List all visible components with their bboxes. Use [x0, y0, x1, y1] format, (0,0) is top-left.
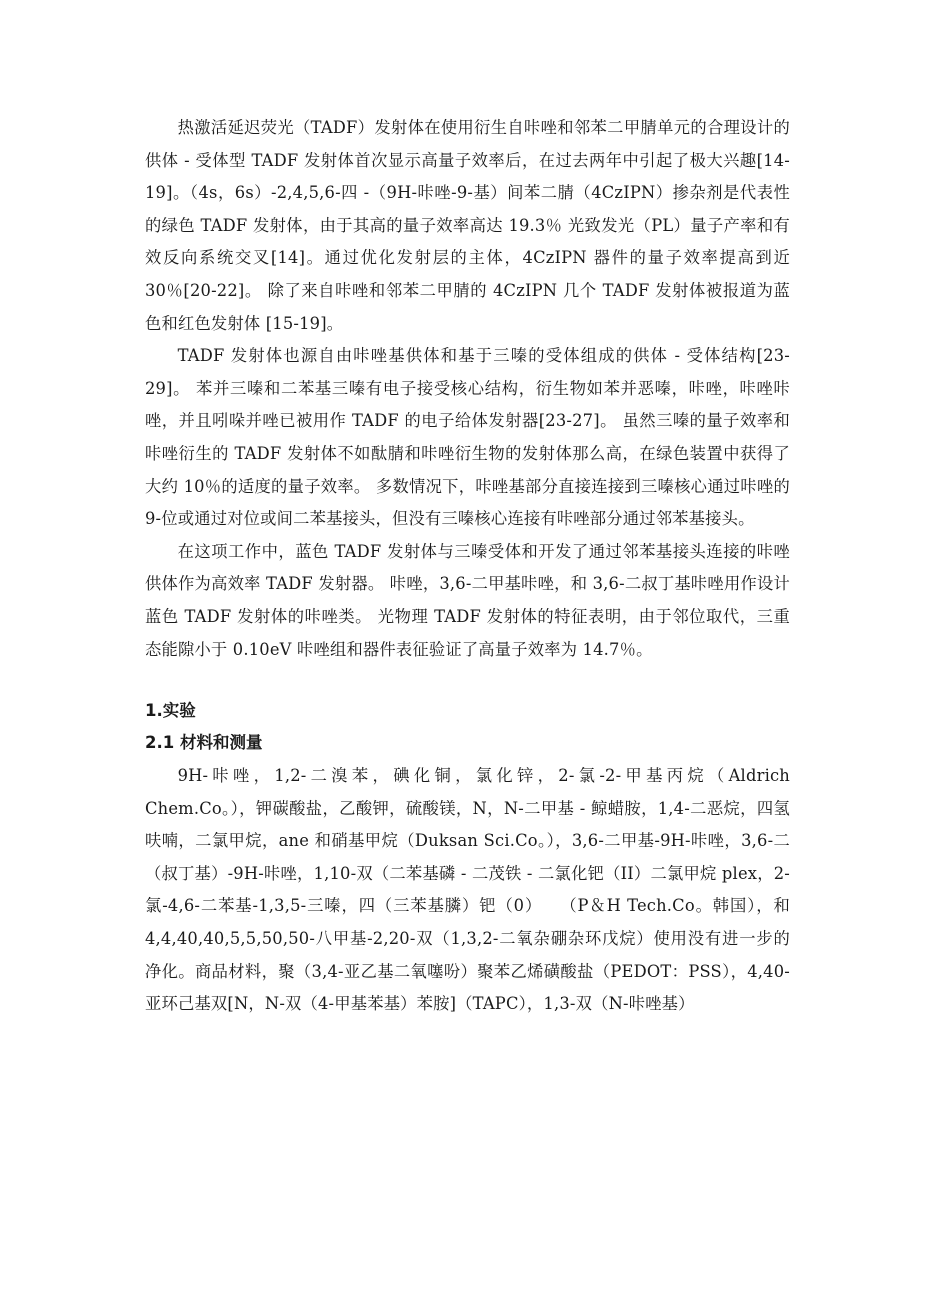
document-body: [145, 112, 790, 1021]
paragraph-tadf-intro: 热激活延迟荧光（TADF）发射体在使用衍生自咔唑和邻苯二甲腈单元的合理设计的供体 - 受体型 TADF 发射体首次显示高量子效率后，在过去两年中引起了极大兴趣[14-19]。（4s，6s）-2,4,5,6-四 -（9H-咔唑-9-基）间苯二腈（4CzIPN）掺杂剂是代表性的绿色 TADF 发射体，由于其高的量子效率高达 19.3％ 光致发光（PL）量子产率和有效反向系统交叉[14]。通过优化发射层的主体，4CzIPN 器件的量子效率提高到近 30％[20-22]。 除了来自咔唑和邻苯二甲腈的 4CzIPN 几个 TADF 发射体被报道为蓝色和红色发射体 [15-19]。: [145, 118, 790, 333]
paragraph-triazine-emitters: TADF 发射体也源自由咔唑基供体和基于三嗪的受体组成的供体 - 受体结构[23-29]。 苯并三嗪和二苯基三嗪有电子接受核心结构，衍生物如苯并恶嗪，咔唑，咔唑咔唑，并且吲哚并唑已被用作 TADF 的电子给体发射器[23-27]。 虽然三嗪的量子效率和咔唑衍生的 TADF 发射体不如酞腈和咔唑衍生物的发射体那么高，在绿色装置中获得了大约 10％的适度的量子效率。 多数情况下，咔唑基部分直接连接到三嗪核心通过咔唑的 9-位或通过对位或间二苯基接头，但没有三嗪核心连接有咔唑部分通过邻苯基接头。: [145, 346, 790, 529]
paragraph-materials: 9H-咔唑，1,2-二溴苯，碘化铜，氯化锌，2-氯-2-甲基丙烷（Aldrich Chem.Co。），钾碳酸盐，乙酸钾，硫酸镁，N，N-二甲基 - 鲸蜡胺，1,4-二恶烷，四氢呋喃，二氯甲烷，ane 和硝基甲烷（Duksan Sci.Co。），3,6-二甲基-9H-咔唑，3,6-二（叔丁基）-9H-咔唑，1,10-双（二苯基磷 - 二茂铁 - 二氯化钯（II）二氯甲烷 plex，2-氯-4,6-二苯基-1,3,5-三嗪，四（三苯基膦）钯（0） （P＆H Tech.Co。韩国），和 4,4,40,40,5,5,50,50-八甲基-2,20-双（1,3,2-二氧杂硼杂环戊烷）使用没有进一步的净化。商品材料，聚（3,4-亚乙基二氧噻吩）聚苯乙烯磺酸盐（PEDOT：PSS），4,40-亚环己基双[N，N-双（4-甲基苯基）苯胺]（TAPC），1,3-双（N-咔唑基）: [145, 766, 790, 1014]
section-heading-experiment: 1.实验: [145, 701, 196, 721]
subsection-heading-materials: 2.1 材料和测量: [145, 733, 263, 753]
paragraph-this-work: 在这项工作中，蓝色 TADF 发射体与三嗪受体和开发了通过邻苯基接头连接的咔唑供体作为高效率 TADF 发射器。 咔唑，3,6-二甲基咔唑，和 3,6-二叔丁基咔唑用作设计蓝色 TADF 发射体的咔唑类。 光物理 TADF 发射体的特征表明，由于邻位取代，三重态能隙小于 0.10eV 咔唑组和器件表征验证了高量子效率为 14.7％。: [145, 541, 790, 659]
